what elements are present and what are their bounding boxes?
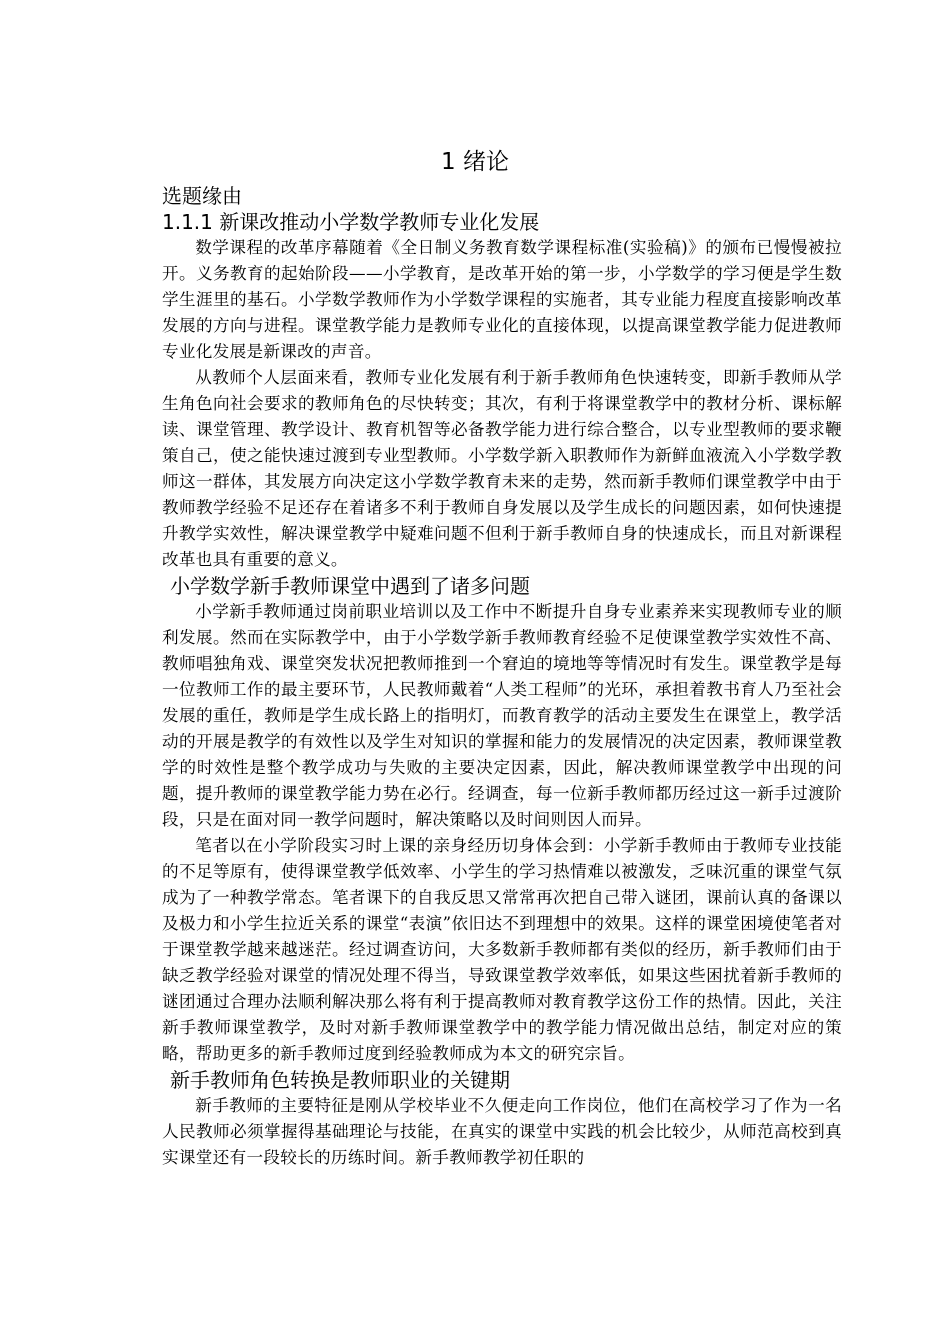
section-heading-topic-reason: 选题缘由	[162, 184, 242, 208]
subsection-heading-new-curriculum: 1.1.1 新课改推动小学数学教师专业化发展	[162, 210, 540, 234]
document-body	[162, 183, 842, 1171]
chapter-title: 1 绪论	[441, 149, 509, 175]
subsection-heading-classroom-problems: 小学数学新手教师课堂中遇到了诸多问题	[170, 574, 530, 598]
paragraph: 数学课程的改革序幕随着《全日制义务教育数学课程标准(实验稿)》的颁布已慢慢被拉开。义务教育的起始阶段——小学教育，是改革开始的第一步，小学数学的学习便是学生数学生涯里的基石。小学数学教师作为小学数学课程的实施者，其专业能力程度直接影响改革发展的方向与进程。课堂教学能力是教师专业化的直接体现，以提高课堂教学能力促进教师专业化发展是新课改的声音。	[162, 238, 842, 361]
subsection-heading-role-transition: 新手教师角色转换是教师职业的关键期	[170, 1068, 510, 1092]
paragraph: 小学新手教师通过岗前职业培训以及工作中不断提升自身专业素养来实现教师专业的顺利发展。然而在实际教学中，由于小学数学新手教师教育经验不足使课堂教学实效性不高、教师唱独角戏、课堂突发状况把教师推到一个窘迫的境地等等情况时有发生。课堂教学是每一位教师工作的最主要环节，人民教师戴着“人类工程师”的光环，承担着教书育人乃至社会发展的重任，教师是学生成长路上的指明灯，而教育教学的活动主要发生在课堂上，教学活动的开展是教学的有效性以及学生对知识的掌握和能力的发展情况的决定因素，教师课堂教学的时效性是整个教学成功与失败的主要决定因素，因此，解决教师课堂教学中出现的问题，提升教师的课堂教学能力势在必行。经调查，每一位新手教师都历经过这一新手过渡阶段，只是在面对同一教学问题时，解决策略以及时间则因人而异。	[162, 602, 842, 829]
paragraph: 从教师个人层面来看，教师专业化发展有利于新手教师角色快速转变，即新手教师从学生角色向社会要求的教师角色的尽快转变；其次，有利于将课堂教学中的教材分析、课标解读、课堂管理、教学设计、教育机智等必备教学能力进行综合整合，以专业型教师的要求鞭策自己，使之能快速过渡到专业型教师。小学数学新入职教师作为新鲜血液流入小学数学教师这一群体，其发展方向决定这小学数学教育未来的走势，然而新手教师们课堂教学中由于教师教学经验不足还存在着诸多不利于教师自身发展以及学生成长的问题因素，如何快速提升教学实效性，解决课堂教学中疑难问题不但利于新手教师自身的快速成长，而且对新课程改革也具有重要的意义。	[162, 368, 842, 569]
paragraph: 新手教师的主要特征是刚从学校毕业不久便走向工作岗位，他们在高校学习了作为一名人民教师必须掌握得基础理论与技能，在真实的课堂中实践的机会比较少，从师范高校到真实课堂还有一段较长的历练时间。新手教师教学初任职的	[162, 1096, 842, 1167]
paragraph: 笔者以在小学阶段实习时上课的亲身经历切身体会到：小学新手教师由于教师专业技能的不足等原有，使得课堂教学低效率、小学生的学习热情难以被激发，乏味沉重的课堂气氛成为了一种教学常态。笔者课下的自我反思又常常再次把自己带入谜团，课前认真的备课以及极力和小学生拉近关系的课堂“表演”依旧达不到理想中的效果。这样的课堂困境使笔者对于课堂教学越来越迷茫。经过调查访问，大多数新手教师都有类似的经历，新手教师们由于缺乏教学经验对课堂的情况处理不得当，导致课堂教学效率低，如果这些困扰着新手教师的谜团通过合理办法顺利解决那么将有利于提高教师对教育教学这份工作的热情。因此，关注新手教师课堂教学，及时对新手教师课堂教学中的教学能力情况做出总结，制定对应的策略，帮助更多的新手教师过度到经验教师成为本文的研究宗旨。	[162, 836, 842, 1063]
